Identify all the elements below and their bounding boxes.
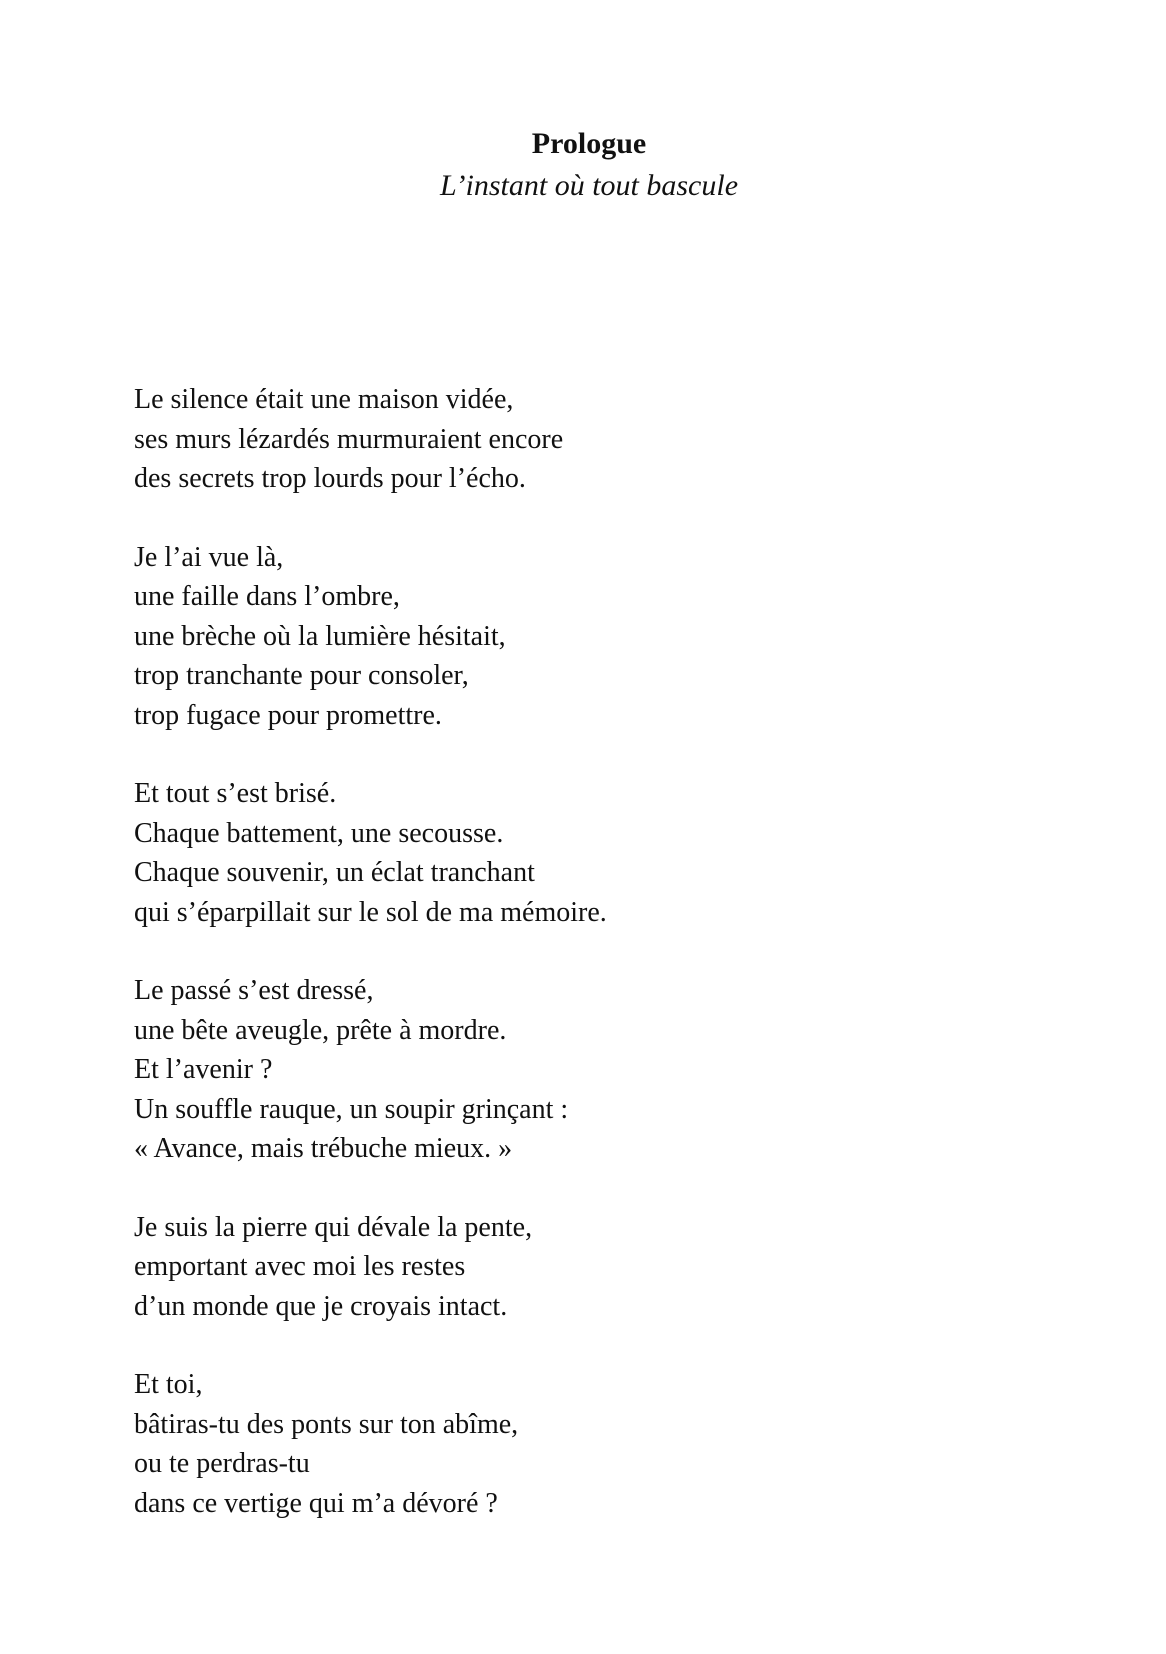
poem-line: ou te perdras-tu — [134, 1448, 310, 1479]
poem-line: ses murs lézardés murmuraient encore — [134, 423, 564, 455]
stanza-5 — [134, 1208, 1034, 1327]
poem-line: des secrets trop lourds pour l’écho. — [134, 463, 526, 494]
poem-line: trop fugace pour promettre. — [134, 699, 442, 731]
poem-line: une bête aveugle, prête à mordre. — [134, 1014, 507, 1046]
poem-line: Et toi, — [134, 1369, 203, 1400]
document-header — [0, 124, 1166, 206]
stanza-6 — [134, 1365, 1034, 1523]
stanza-3 — [134, 774, 1034, 932]
poem-line: Le passé s’est dressé, — [134, 975, 374, 1006]
stanza-4 — [134, 971, 1034, 1169]
poem-line: Chaque battement, une secousse. — [134, 817, 504, 849]
poem-line: Chaque souvenir, un éclat tranchant — [134, 857, 535, 888]
poem-line: Je l’ai vue là, — [134, 541, 284, 573]
page-title: Prologue — [531, 127, 647, 160]
poem-body — [134, 380, 1034, 1562]
poem-line: d’un monde que je croyais intact. — [134, 1290, 508, 1322]
poem-line: « Avance, mais trébuche mieux. » — [134, 1133, 513, 1164]
poem-line: une brèche où la lumière hésitait, — [134, 620, 506, 652]
poem-line: qui s’éparpillait sur le sol de ma mémoire. — [134, 896, 607, 928]
poem-line: dans ce vertige qui m’a dévoré ? — [134, 1487, 498, 1519]
stanza-2 — [134, 538, 1034, 736]
stanza-1 — [134, 380, 1034, 499]
poem-line: emportant avec moi les restes — [134, 1251, 466, 1282]
poem-line: Je suis la pierre qui dévale la pente, — [134, 1211, 533, 1243]
poem-line: Le silence était une maison vidée, — [134, 384, 514, 415]
page-subtitle: L’instant où tout bascule — [439, 169, 739, 202]
poem-line: Et l’avenir ? — [134, 1054, 273, 1085]
poem-line: une faille dans l’ombre, — [134, 581, 400, 612]
poem-line: trop tranchante pour consoler, — [134, 660, 469, 691]
poem-line: bâtiras-tu des ponts sur ton abîme, — [134, 1408, 519, 1440]
poem-line: Et tout s’est brisé. — [134, 778, 337, 809]
poem-line: Un souffle rauque, un soupir grinçant : — [134, 1093, 569, 1125]
